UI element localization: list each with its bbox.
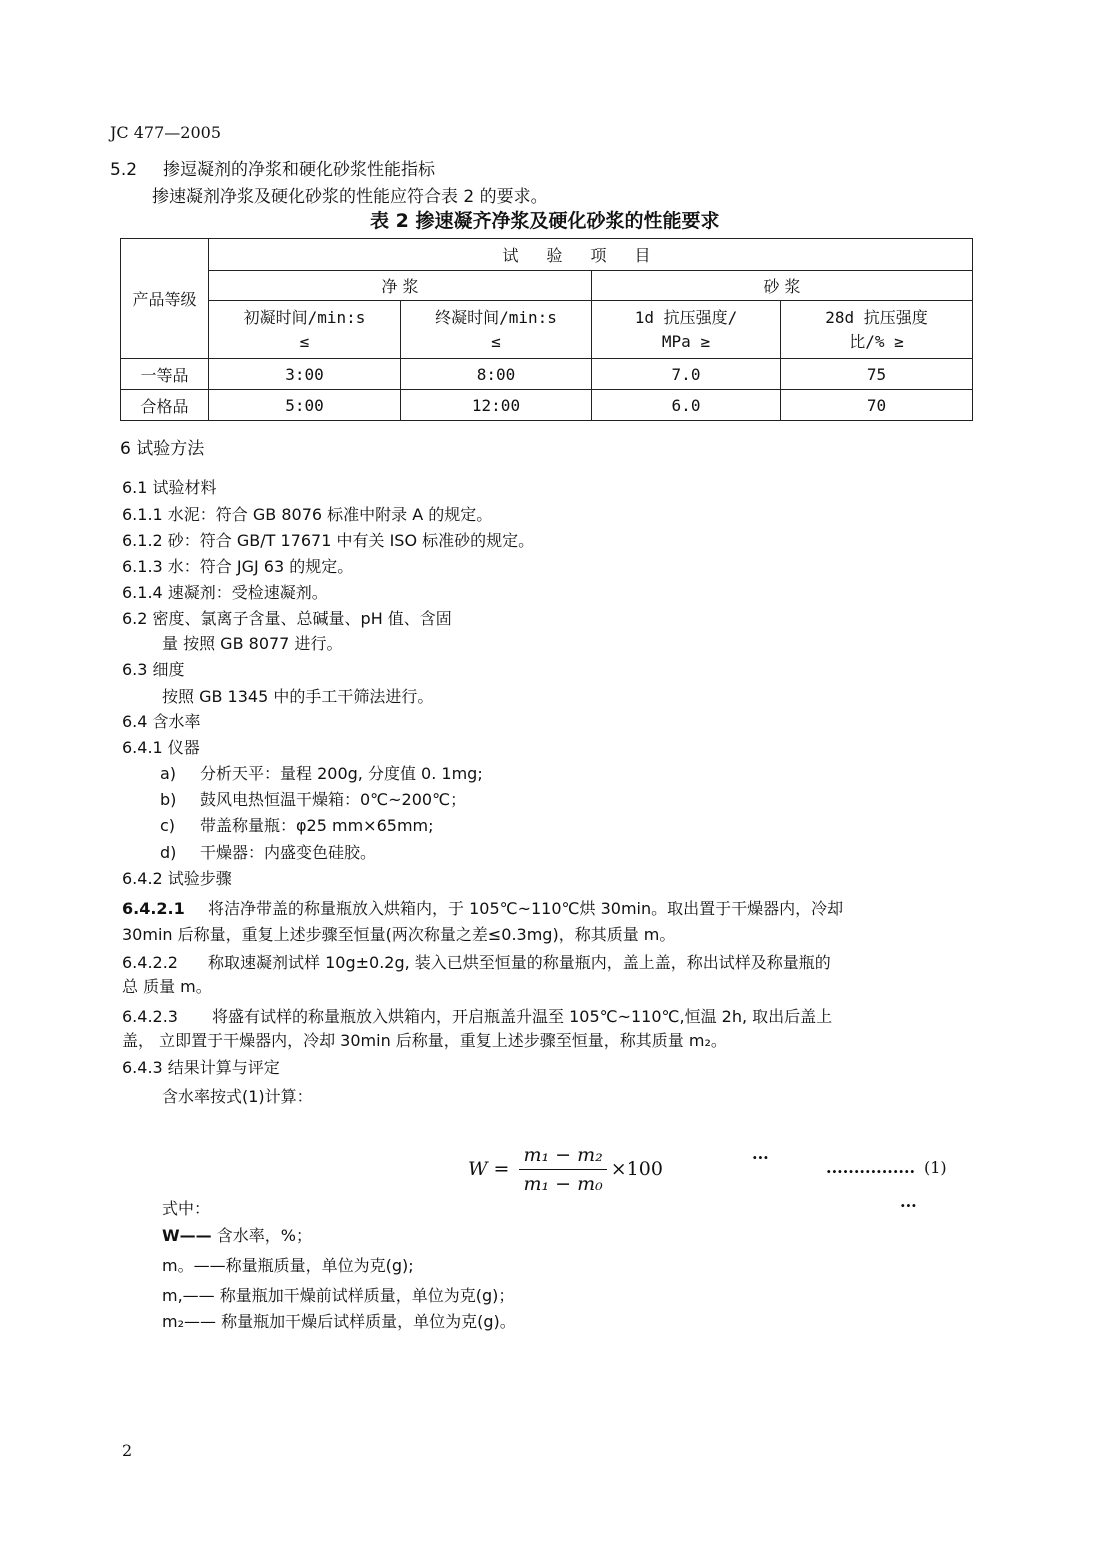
legend-item-m2: m₂—— 称量瓶加干燥后试样质量，单位为克(g)。 bbox=[162, 1312, 516, 1331]
section-heading-6-4: 6.4 含水率 bbox=[122, 712, 201, 731]
clause-number: 6.4.2.1 bbox=[122, 899, 185, 918]
formula-lhs: W bbox=[468, 1158, 488, 1180]
column-header bbox=[401, 301, 592, 359]
legend-item-w bbox=[162, 1226, 312, 1246]
list-item-mark: a) bbox=[160, 764, 177, 783]
value-cell: 75 bbox=[781, 359, 973, 390]
section-heading-5-2 bbox=[110, 160, 435, 181]
list-item-text: 分析天平：量程 200g, 分度值 0. 1mg; bbox=[200, 764, 483, 783]
page-number: 2 bbox=[122, 1441, 133, 1460]
leader-dots: ................ bbox=[826, 1158, 916, 1177]
column-header bbox=[781, 301, 973, 359]
value-cell: 5:00 bbox=[209, 390, 401, 421]
group-paste-header: 净 浆 bbox=[209, 271, 592, 301]
legend-item-m0: m。——称量瓶质量，单位为克(g); bbox=[162, 1256, 414, 1275]
legend-item-m1: m,—— 称量瓶加干燥前试样质量，单位为克(g)； bbox=[162, 1286, 515, 1305]
value-cell: 70 bbox=[781, 390, 973, 421]
column-header bbox=[592, 301, 781, 359]
section-heading-6-4-1: 6.4.1 仪器 bbox=[122, 738, 200, 757]
legend-title: 式中： bbox=[162, 1199, 211, 1218]
value-cell: 7.0 bbox=[592, 359, 781, 390]
section-heading-6-4-3: 6.4.3 结果计算与评定 bbox=[122, 1058, 280, 1077]
clause-6-1-3: 6.1.3 水：符合 JGJ 63 的规定。 bbox=[122, 557, 354, 576]
formula-numerator: m₁ − m₂ bbox=[519, 1144, 606, 1170]
column-header bbox=[209, 301, 401, 359]
standard-code: JC 477—2005 bbox=[110, 123, 221, 142]
section-heading-6-3: 6.3 细度 bbox=[122, 660, 185, 679]
clause-6-4-2-2 bbox=[122, 953, 831, 973]
list-item-text: 带盖称量瓶：φ25 mm×65mm; bbox=[200, 816, 434, 835]
value-cell: 6.0 bbox=[592, 390, 781, 421]
list-item-mark: b) bbox=[160, 790, 177, 809]
clause-6-1-4: 6.1.4 速凝剂：受检速凝剂。 bbox=[122, 583, 328, 602]
clause-text: 将盛有试样的称量瓶放入烘箱内，开启瓶盖升温至 105℃~110℃,恒温 2h, 取出后盖上 bbox=[212, 1007, 833, 1026]
list-item bbox=[160, 843, 376, 863]
clause-6-3-body: 按照 GB 1345 中的手工干筛法进行。 bbox=[162, 687, 434, 706]
list-item-mark: c) bbox=[160, 816, 176, 835]
list-item-text: 鼓风电热恒温干燥箱：0℃~200℃； bbox=[200, 790, 467, 809]
list-item bbox=[160, 816, 434, 836]
section-heading-6-1: 6.1 试验材料 bbox=[122, 478, 217, 497]
test-items-header: 试验项目 bbox=[209, 239, 973, 271]
clause-6-1-1: 6.1.1 水泥：符合 GB 8076 标准中附录 A 的规定。 bbox=[122, 505, 493, 524]
column-header-line: ≤ bbox=[491, 331, 501, 351]
formula-fraction bbox=[519, 1144, 606, 1195]
clause-6-2-line: 6.2 密度、氯离子含量、总碱量、pH 值、含固 bbox=[122, 609, 452, 628]
performance-table bbox=[120, 238, 973, 421]
clause-6-4-2-1 bbox=[122, 899, 843, 919]
clause-6-2-line: 量 按照 GB 8077 进行。 bbox=[162, 634, 343, 653]
list-item-mark: d) bbox=[160, 843, 177, 862]
clause-text: 将洁净带盖的称量瓶放入烘箱内，于 105℃~110℃烘 30min。取出置于干燥器内，冷却 bbox=[208, 899, 844, 918]
clause-6-4-2-3-cont: 盖， 立即置于干燥器内，冷却 30min 后称量，重复上述步骤至恒量，称其质量 m₂。 bbox=[122, 1031, 727, 1050]
section-heading-6-4-2: 6.4.2 试验步骤 bbox=[122, 869, 232, 888]
leader-dots: ... bbox=[900, 1192, 917, 1211]
column-header-line: 比/% ≥ bbox=[849, 331, 904, 351]
grade-cell: 一等品 bbox=[121, 359, 209, 390]
clause-6-4-2-1-cont: 30min 后称量，重复上述步骤至恒量(两次称量之差≤0.3mg)，称其质量 m。 bbox=[122, 925, 676, 944]
equation-number: (1) bbox=[924, 1158, 947, 1177]
table-row bbox=[121, 359, 973, 390]
column-header-line: ≤ bbox=[299, 331, 310, 351]
clause-6-4-2-2-cont: 总 质量 m。 bbox=[122, 977, 212, 996]
list-item bbox=[160, 790, 466, 810]
value-cell: 8:00 bbox=[401, 359, 592, 390]
formula-denominator: m₁ − m₀ bbox=[523, 1172, 603, 1195]
grade-cell: 合格品 bbox=[121, 390, 209, 421]
clause-number: 6.4.2.3 bbox=[122, 1007, 178, 1026]
table-row bbox=[121, 390, 973, 421]
grade-header: 产品等级 bbox=[121, 239, 209, 359]
formula-multiplier: ×100 bbox=[610, 1158, 663, 1180]
value-cell: 3:00 bbox=[209, 359, 401, 390]
formula-equals: = bbox=[493, 1158, 510, 1180]
calculation-intro: 含水率按式(1)计算： bbox=[162, 1087, 313, 1106]
clause-number: 6.4.2.2 bbox=[122, 953, 178, 972]
section-title: 掺逗凝剂的净浆和硬化砂浆性能指标 bbox=[163, 160, 436, 180]
legend-text: 含水率，%； bbox=[211, 1226, 312, 1245]
clause-6-1-2: 6.1.2 砂：符合 GB/T 17671 中有关 ISO 标准砂的规定。 bbox=[122, 531, 535, 550]
column-header-line: MPa ≥ bbox=[661, 331, 711, 351]
clause-text: 称取速凝剂试样 10g±0.2g, 装入已烘至恒量的称量瓶内，盖上盖，称出试样及称量瓶的 bbox=[208, 953, 831, 972]
column-header-line: 初凝时间/min:s bbox=[243, 307, 366, 327]
column-header-line: 1d 抗压强度/ bbox=[634, 307, 738, 327]
section-intro: 掺速凝剂净浆及硬化砂浆的性能应符合表 2 的要求。 bbox=[152, 187, 548, 207]
clause-6-4-2-3 bbox=[122, 1007, 832, 1027]
section-number: 5.2 bbox=[110, 160, 138, 180]
value-cell: 12:00 bbox=[401, 390, 592, 421]
moisture-formula bbox=[468, 1141, 663, 1197]
column-header-line: 28d 抗压强度 bbox=[825, 307, 928, 327]
column-header-line: 终凝时间/min:s bbox=[435, 307, 557, 327]
section-heading-6: 6 试验方法 bbox=[120, 439, 205, 459]
leader-dots: ... bbox=[752, 1144, 769, 1163]
list-item-text: 干燥器：内盛变色硅胶。 bbox=[200, 843, 377, 862]
group-mortar-header: 砂 浆 bbox=[592, 271, 973, 301]
list-item bbox=[160, 764, 483, 784]
table-caption: 表 2 掺速凝齐净浆及硬化砂浆的性能要求 bbox=[370, 210, 720, 232]
legend-symbol: W—— bbox=[162, 1226, 212, 1245]
